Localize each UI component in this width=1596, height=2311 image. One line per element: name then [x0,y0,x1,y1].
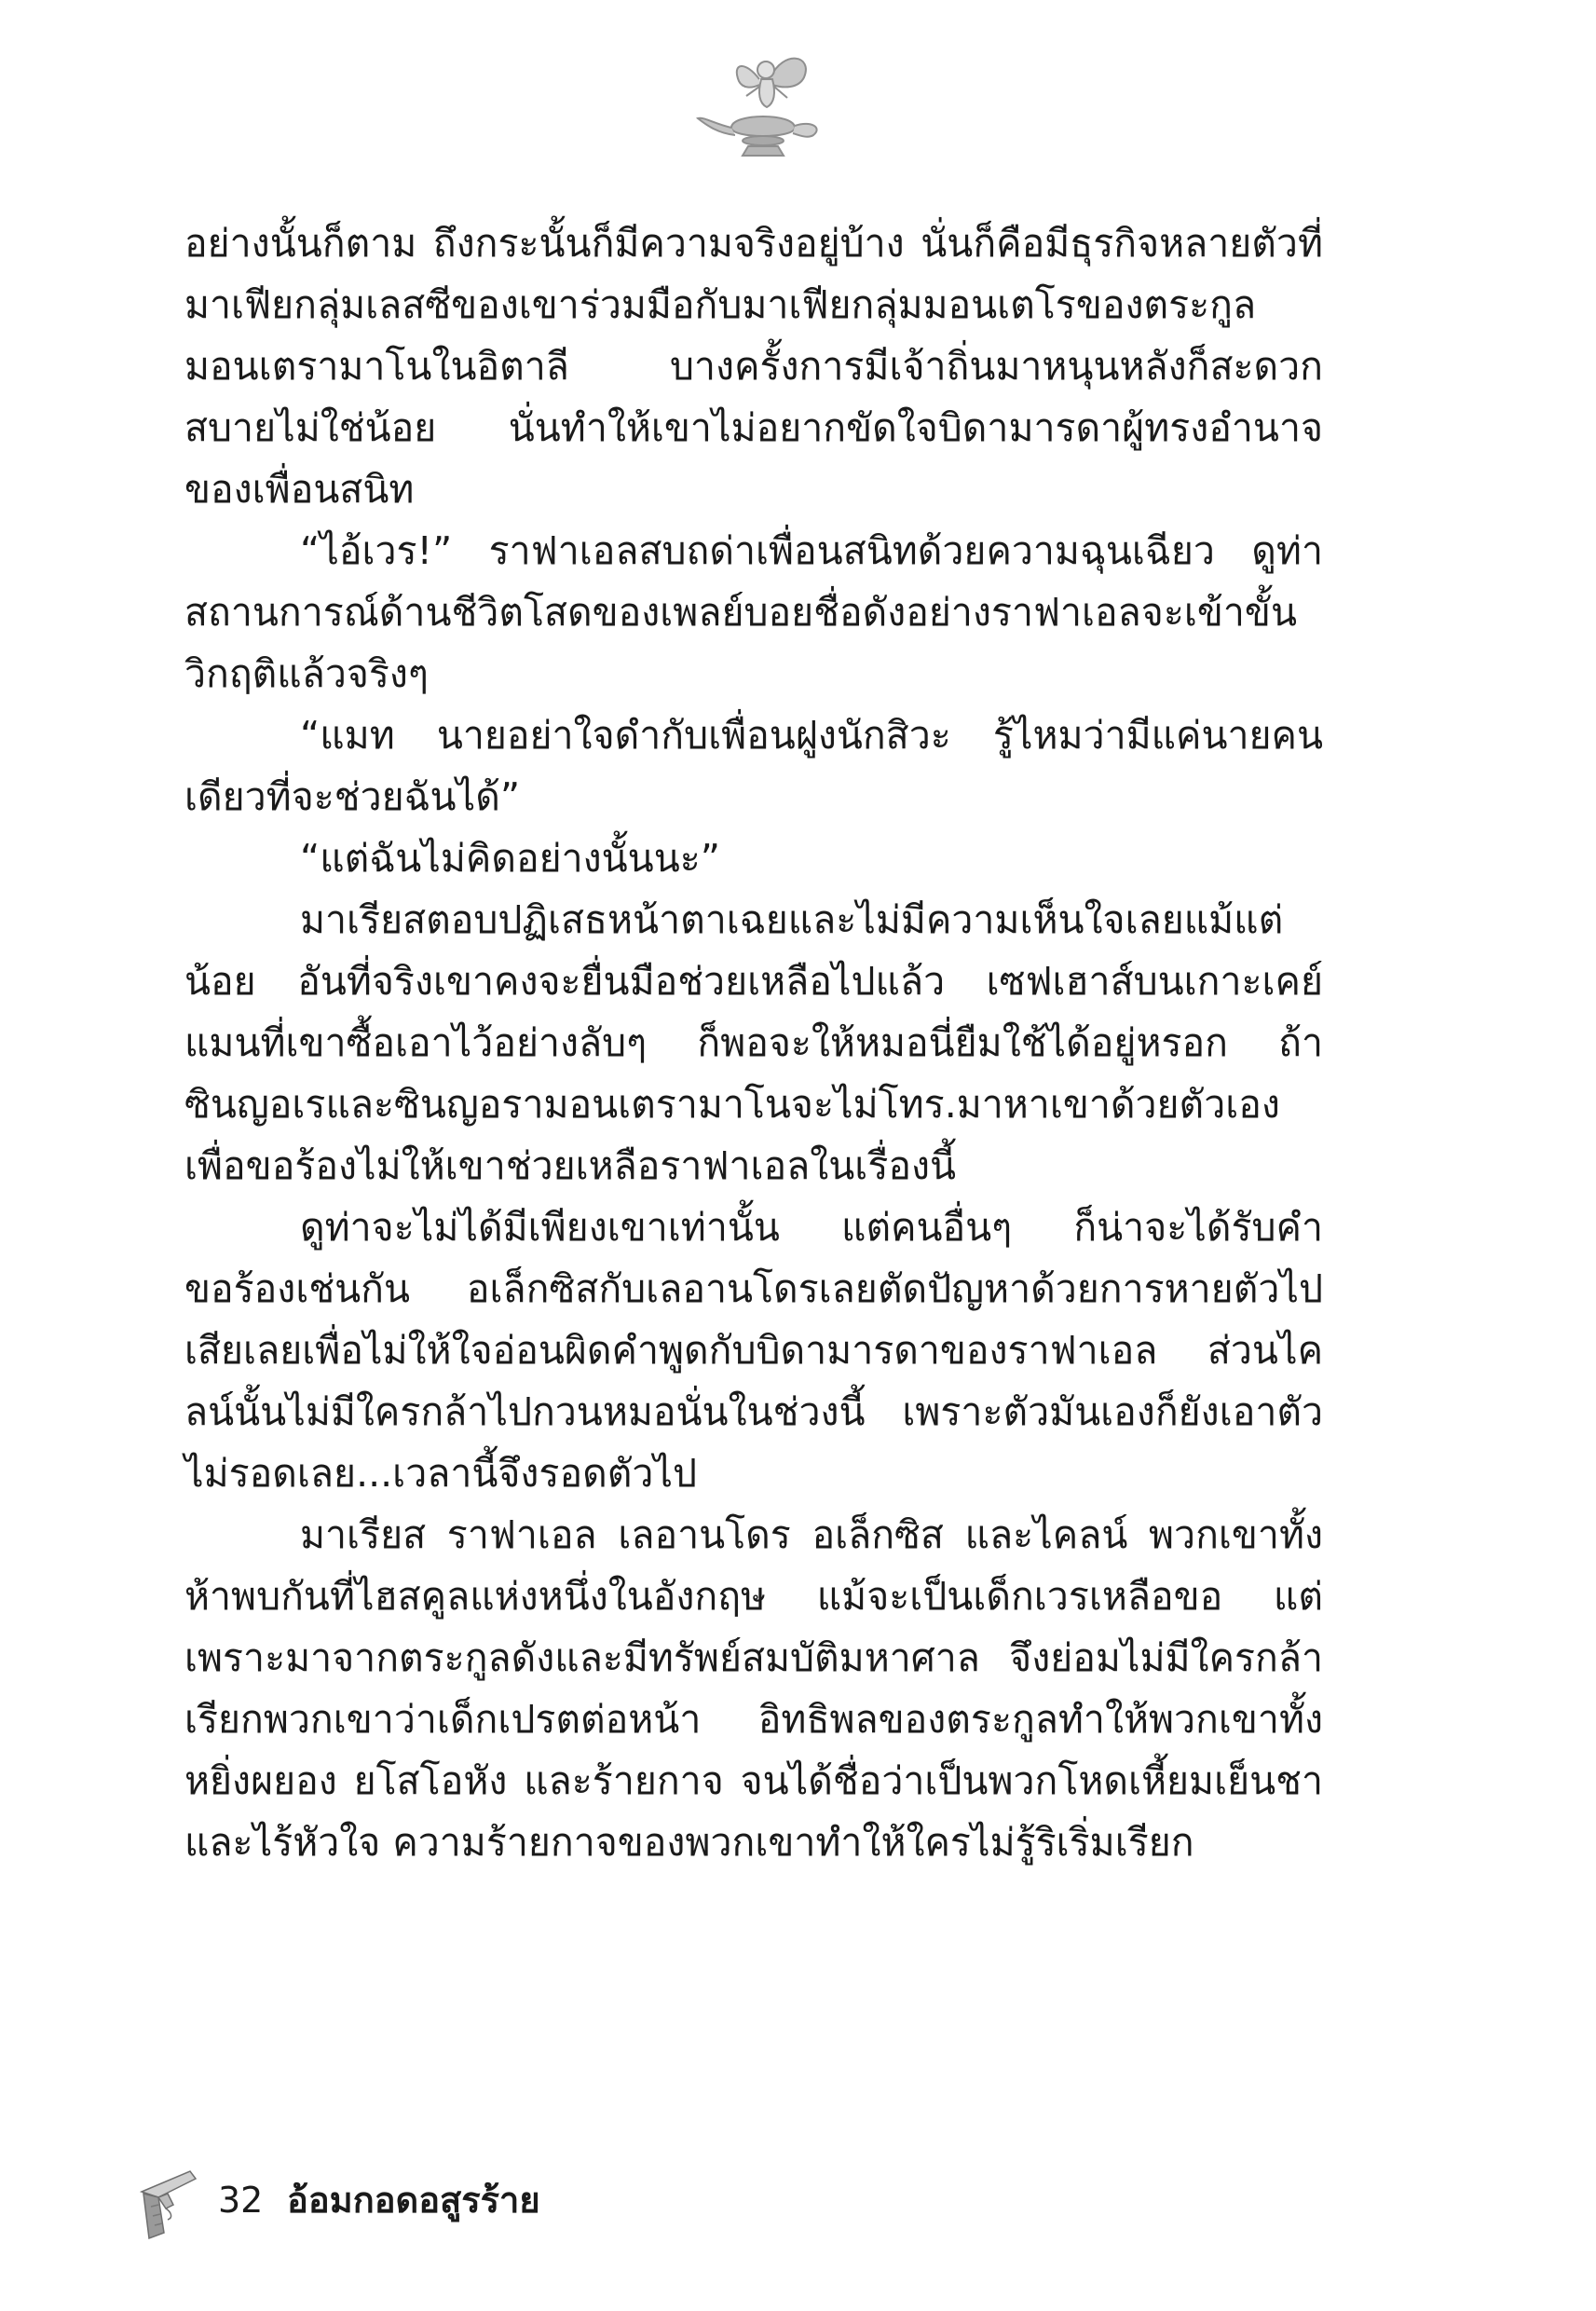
paragraph: ดูท่าจะไม่ได้มีเพียงเขาเท่านั้น แต่คนอื่นๆ ก็น่าจะได้รับคำขอร้องเช่นกัน อเล็กซิสกับเลอานโดรเลยตัดปัญหาด้วยการหายตัวไปเสียเลยเพื่อไม่ให้ใจอ่อนผิดคำพูดกับบิดามารดาของราฟาเอล ส่วนไคลน์นั้นไม่มีใครกล้าไปกวนหมอนั่นในช่วงนี้ เพราะตัวมันเองก็ยังเอาตัวไม่รอดเลย...เวลานี้จึงรอดตัวไป [184,1205,1323,1496]
paragraph: มาเรียสตอบปฏิเสธหน้าตาเฉยและไม่มีความเห็นใจเลยแม้แต่น้อย อันที่จริงเขาคงจะยื่นมือช่วยเหลือไปแล้ว เซฟเฮาส์บนเกาะเคย์แมนที่เขาซื้อเอาไว้อย่างลับๆ ก็พอจะให้หมอนี่ยืมใช้ได้อยู่หรอก ถ้าซินญอเรและซินญอรามอนเตรามาโนจะไม่โทร.มาหาเขาด้วยตัวเองเพื่อขอร้องไม่ให้เขาช่วยเหลือราฟาเอลในเรื่องนี้ [184,897,1323,1188]
body-text [184,212,1323,1873]
page-footer [130,2160,783,2253]
paragraph: “ไอ้เวร!” ราฟาเอลสบถด่าเพื่อนสนิทด้วยความฉุนเฉียว ดูท่าสถานการณ์ด้านชีวิตโสดของเพลย์บอยชื่อดังอย่างราฟาเอลจะเข้าขั้นวิกฤติแล้วจริงๆ [184,528,1323,696]
paragraph: อย่างนั้นก็ตาม ถึงกระนั้นก็มีความจริงอยู่บ้าง นั่นก็คือมีธุรกิจหลายตัวที่มาเฟียกลุ่มเลสซีของเขาร่วมมือกับมาเฟียกลุ่มมอนเตโรของตระกูลมอนเตรามาโนในอิตาลี บางครั้งการมีเจ้าถิ่นมาหนุนหลังก็สะดวกสบายไม่ใช่น้อย นั่นทำให้เขาไม่อยากขัดใจบิดามารดาผู้ทรงอำนาจของเพื่อนสนิท [184,221,1323,512]
cupid-lamp-icon [694,42,834,168]
paragraph: “แมท นายอย่าใจดำกับเพื่อนฝูงนักสิวะ รู้ไหมว่ามีแค่นายคนเดียวที่จะช่วยฉันได้” [184,713,1323,819]
pistol-icon [130,2160,203,2244]
paragraph: มาเรียส ราฟาเอล เลอานโดร อเล็กซิส และไคลน์ พวกเขาทั้งห้าพบกันที่ไฮสคูลแห่งหนึ่งในอังกฤษ แม้จะเป็นเด็กเวรเหลือขอ แต่เพราะมาจากตระกูลดังและมีทรัพย์สมบัติมหาศาล จึงย่อมไม่มีใครกล้าเรียกพวกเขาว่าเด็กเปรตต่อหน้า อิทธิพลของตระกูลทำให้พวกเขาทั้งหยิ่งผยอง ยโสโอหัง และร้ายกาจ จนได้ชื่อว่าเป็นพวกโหดเหี้ยมเย็นชา และไร้หัวใจ ความร้ายกาจของพวกเขาทำให้ใครไม่รู้ริเริ่มเรียก [184,1512,1323,1865]
paragraph: “แต่ฉันไม่คิดอย่างนั้นนะ” [300,836,720,881]
book-title: อ้อมกอดอสูรร้าย [287,2180,540,2221]
page-number: 32 [218,2180,264,2221]
